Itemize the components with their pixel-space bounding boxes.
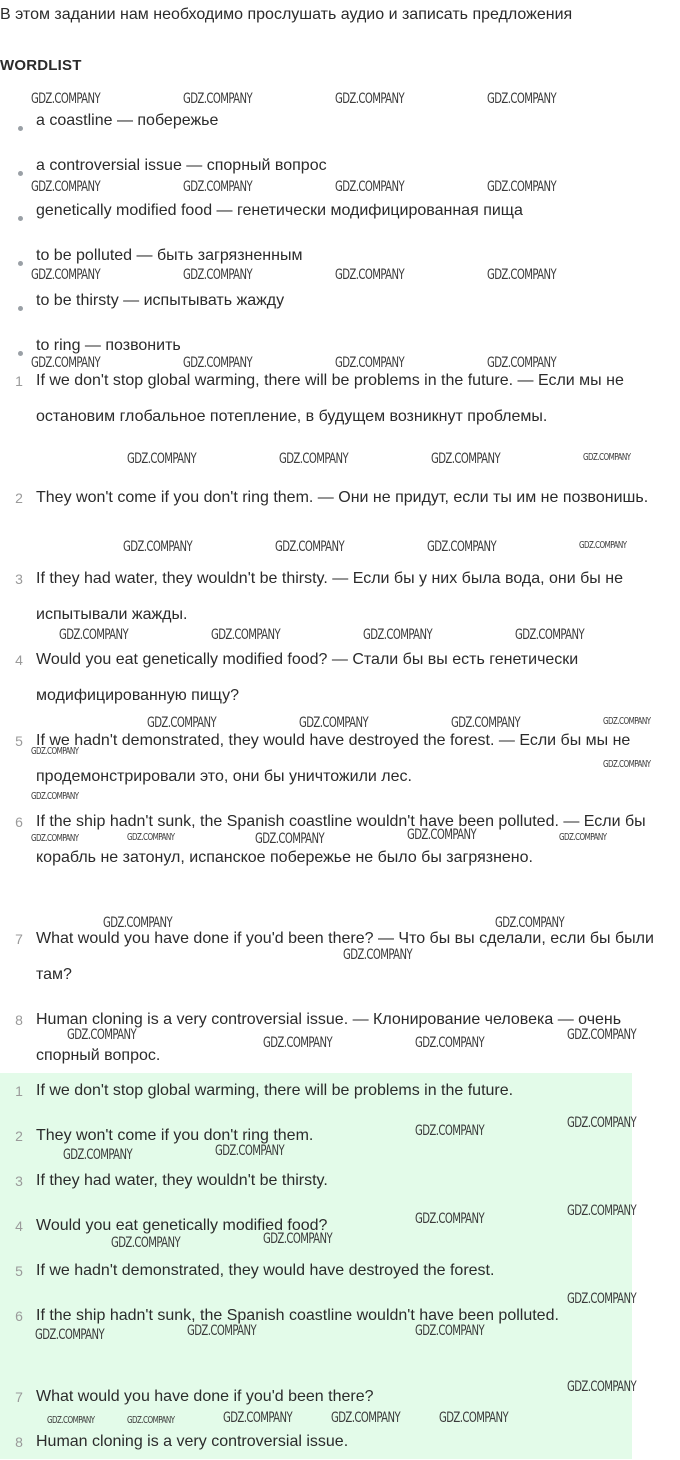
watermark: GDZ.COMPANY bbox=[451, 715, 521, 731]
watermark: GDZ.COMPANY bbox=[31, 179, 101, 195]
watermark: GDZ.COMPANY bbox=[147, 715, 217, 731]
watermark: GDZ.COMPANY bbox=[187, 1323, 257, 1339]
item-number: 2 bbox=[15, 1128, 23, 1144]
watermark: GDZ.COMPANY bbox=[431, 451, 501, 467]
watermark: GDZ.COMPANY bbox=[183, 91, 253, 107]
watermark: GDZ.COMPANY bbox=[603, 716, 651, 727]
watermark: GDZ.COMPANY bbox=[567, 1379, 637, 1395]
watermark: GDZ.COMPANY bbox=[567, 1203, 637, 1219]
watermark: GDZ.COMPANY bbox=[331, 1410, 401, 1426]
watermark: GDZ.COMPANY bbox=[487, 91, 557, 107]
item-number: 3 bbox=[15, 1173, 23, 1189]
watermark: GDZ.COMPANY bbox=[223, 1410, 293, 1426]
watermark: GDZ.COMPANY bbox=[31, 91, 101, 107]
watermark: GDZ.COMPANY bbox=[255, 831, 325, 847]
watermark: GDZ.COMPANY bbox=[31, 355, 101, 371]
watermark: GDZ.COMPANY bbox=[415, 1323, 485, 1339]
translation-item: What would you have done if you'd been there? — Что бы вы сделали, если бы были там? bbox=[36, 930, 654, 983]
watermark: GDZ.COMPANY bbox=[603, 759, 651, 770]
watermark: GDZ.COMPANY bbox=[427, 539, 497, 555]
answer-item: What would you have done if you'd been there? bbox=[36, 1388, 374, 1405]
watermark: GDZ.COMPANY bbox=[335, 267, 405, 283]
translation-item: If we hadn't demonstrated, they would have destroyed the forest. — Если бы мы не продемонстрировали это, они бы уничтожили лес. bbox=[36, 732, 631, 785]
item-number: 2 bbox=[15, 490, 23, 506]
watermark: GDZ.COMPANY bbox=[127, 451, 197, 467]
watermark: GDZ.COMPANY bbox=[111, 1235, 181, 1251]
watermark: GDZ.COMPANY bbox=[47, 1415, 95, 1426]
watermark: GDZ.COMPANY bbox=[183, 179, 253, 195]
answer-item: Human cloning is a very controversial issue. bbox=[36, 1433, 349, 1450]
item-number: 8 bbox=[15, 1012, 23, 1028]
item-number: 4 bbox=[15, 652, 23, 668]
wordlist-item: to be polluted — быть загрязненным bbox=[36, 247, 303, 264]
translation-item: If the ship hadn't sunk, the Spanish coastline wouldn't have been polluted. — Если бы корабль не затонул, испанское побережье не было бы загрязнено. bbox=[36, 813, 646, 866]
item-number: 5 bbox=[15, 733, 23, 749]
watermark: GDZ.COMPANY bbox=[335, 91, 405, 107]
watermark: GDZ.COMPANY bbox=[183, 355, 253, 371]
watermark: GDZ.COMPANY bbox=[415, 1035, 485, 1051]
watermark: GDZ.COMPANY bbox=[567, 1027, 637, 1043]
watermark: GDZ.COMPANY bbox=[211, 627, 281, 643]
wordlist-item: to ring — позвонить bbox=[36, 337, 181, 354]
bullet-icon bbox=[18, 126, 23, 131]
intro-text: В этом задании нам необходимо прослушать аудио и записать предложения bbox=[0, 6, 573, 23]
watermark: GDZ.COMPANY bbox=[495, 915, 565, 931]
answer-item: If we hadn't demonstrated, they would have destroyed the forest. bbox=[36, 1262, 495, 1279]
bullet-icon bbox=[18, 171, 23, 176]
answer-item: They won't come if you don't ring them. bbox=[36, 1127, 314, 1144]
translation-item: They won't come if you don't ring them. — Они не придут, если ты им не позвонишь. bbox=[36, 489, 649, 506]
item-number: 7 bbox=[15, 931, 23, 947]
answer-item: If they had water, they wouldn't be thirsty. bbox=[36, 1172, 328, 1189]
watermark: GDZ.COMPANY bbox=[127, 1415, 175, 1426]
watermark: GDZ.COMPANY bbox=[559, 832, 607, 843]
watermark: GDZ.COMPANY bbox=[579, 540, 627, 551]
translation-item: Would you eat genetically modified food? — Стали бы вы есть генетически модифицированную пищу? bbox=[36, 651, 579, 704]
item-number: 8 bbox=[15, 1434, 23, 1450]
watermark: GDZ.COMPANY bbox=[415, 1123, 485, 1139]
watermark: GDZ.COMPANY bbox=[279, 451, 349, 467]
watermark: GDZ.COMPANY bbox=[343, 947, 413, 963]
item-number: 7 bbox=[15, 1389, 23, 1405]
wordlist-item: a controversial issue — спорный вопрос bbox=[36, 157, 327, 174]
answer-item: If we don't stop global warming, there will be problems in the future. bbox=[36, 1082, 514, 1099]
watermark: GDZ.COMPANY bbox=[335, 179, 405, 195]
watermark: GDZ.COMPANY bbox=[215, 1143, 285, 1159]
watermark: GDZ.COMPANY bbox=[123, 539, 193, 555]
watermark: GDZ.COMPANY bbox=[103, 915, 173, 931]
watermark: GDZ.COMPANY bbox=[31, 746, 79, 757]
translation-item: Human cloning is a very controversial issue. — Клонирование человека — очень спорный вопрос. bbox=[36, 1011, 622, 1064]
watermark: GDZ.COMPANY bbox=[439, 1410, 509, 1426]
translation-item: If we don't stop global warming, there will be problems in the future. — Если мы не остановим глобальное потепление, в будущем возникнут проблемы. bbox=[36, 372, 624, 425]
watermark: GDZ.COMPANY bbox=[275, 539, 345, 555]
watermark: GDZ.COMPANY bbox=[183, 267, 253, 283]
watermark: GDZ.COMPANY bbox=[35, 1327, 105, 1343]
item-number: 3 bbox=[15, 571, 23, 587]
watermark: GDZ.COMPANY bbox=[263, 1035, 333, 1051]
answer-item: If the ship hadn't sunk, the Spanish coastline wouldn't have been polluted. bbox=[36, 1307, 559, 1324]
bullet-icon bbox=[18, 261, 23, 266]
watermark: GDZ.COMPANY bbox=[63, 1147, 133, 1163]
item-number: 6 bbox=[15, 1308, 23, 1324]
wordlist-item: genetically modified food — генетически модифицированная пища bbox=[36, 202, 523, 219]
watermark: GDZ.COMPANY bbox=[407, 827, 477, 843]
watermark: GDZ.COMPANY bbox=[583, 452, 631, 463]
watermark: GDZ.COMPANY bbox=[515, 627, 585, 643]
item-number: 1 bbox=[15, 1083, 23, 1099]
answer-item: Would you eat genetically modified food? bbox=[36, 1217, 328, 1234]
watermark: GDZ.COMPANY bbox=[299, 715, 369, 731]
watermark: GDZ.COMPANY bbox=[363, 627, 433, 643]
watermark: GDZ.COMPANY bbox=[415, 1211, 485, 1227]
watermark: GDZ.COMPANY bbox=[67, 1027, 137, 1043]
watermark: GDZ.COMPANY bbox=[487, 179, 557, 195]
bullet-icon bbox=[18, 351, 23, 356]
watermark: GDZ.COMPANY bbox=[31, 267, 101, 283]
wordlist-heading: WORDLIST bbox=[0, 57, 82, 74]
item-number: 6 bbox=[15, 814, 23, 830]
translation-item: If they had water, they wouldn't be thirsty. — Если бы у них была вода, они бы не испытывали жажды. bbox=[36, 570, 623, 623]
watermark: GDZ.COMPANY bbox=[335, 355, 405, 371]
watermark: GDZ.COMPANY bbox=[487, 355, 557, 371]
watermark: GDZ.COMPANY bbox=[487, 267, 557, 283]
item-number: 4 bbox=[15, 1218, 23, 1234]
wordlist-item: a coastline — побережье bbox=[36, 112, 219, 129]
wordlist-item: to be thirsty — испытывать жажду bbox=[36, 292, 285, 309]
watermark: GDZ.COMPANY bbox=[127, 832, 175, 843]
watermark: GDZ.COMPANY bbox=[263, 1231, 333, 1247]
watermark: GDZ.COMPANY bbox=[59, 627, 129, 643]
watermark: GDZ.COMPANY bbox=[567, 1291, 637, 1307]
watermark: GDZ.COMPANY bbox=[567, 1115, 637, 1131]
watermark: GDZ.COMPANY bbox=[31, 791, 79, 802]
item-number: 5 bbox=[15, 1263, 23, 1279]
bullet-icon bbox=[18, 306, 23, 311]
watermark: GDZ.COMPANY bbox=[31, 833, 79, 844]
item-number: 1 bbox=[15, 373, 23, 389]
bullet-icon bbox=[18, 216, 23, 221]
